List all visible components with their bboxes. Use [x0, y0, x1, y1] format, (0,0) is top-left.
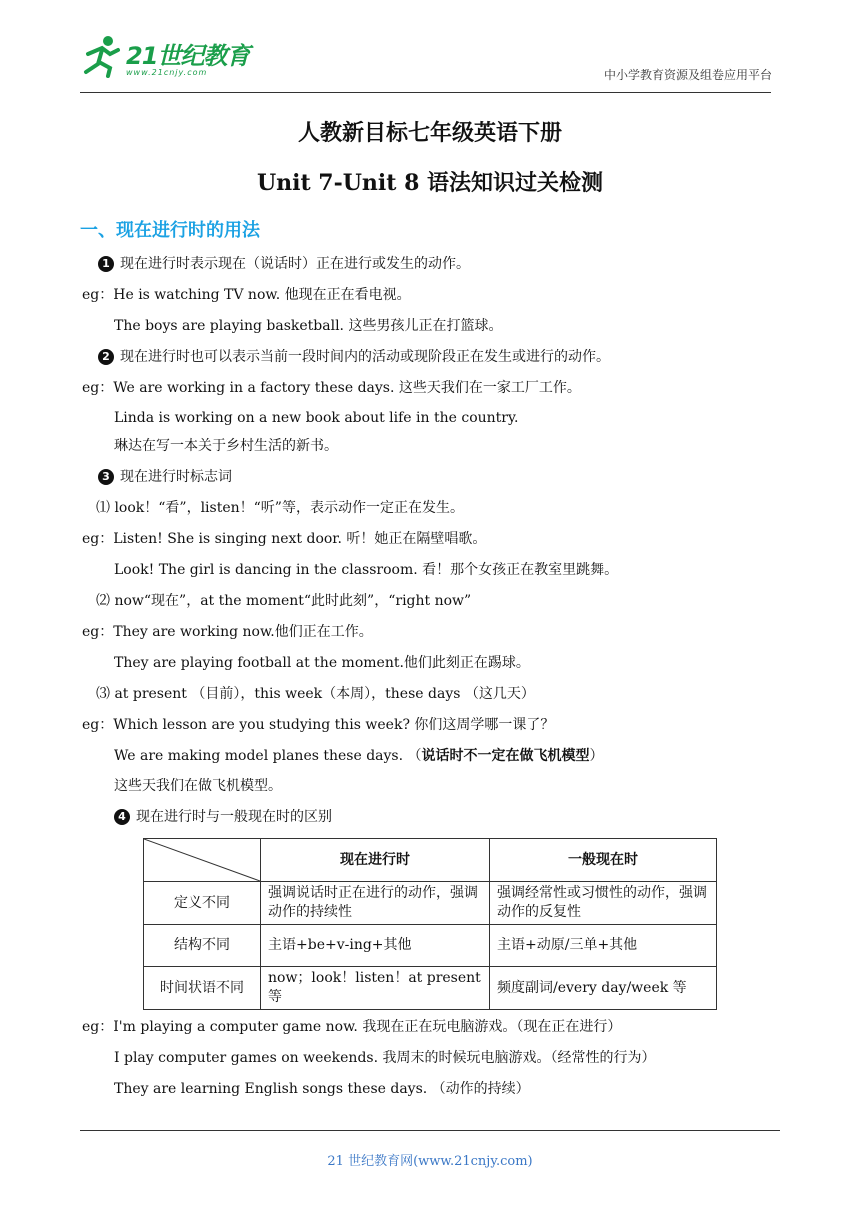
table-cell: 强调说话时正在进行的动作，强调动作的持续性 [261, 882, 490, 925]
table-header-row [144, 839, 717, 882]
table-row [144, 882, 717, 925]
number-badge: 2 [98, 349, 114, 365]
header-divider [80, 92, 771, 93]
footer-divider [80, 1130, 780, 1131]
comparison-table [143, 838, 717, 1010]
diagonal-header-cell [144, 839, 261, 882]
row-label: 结构不同 [144, 925, 261, 967]
example-line: Look! The girl is dancing in the classroom. 看！那个女孩正在教室里跳舞。 [114, 562, 619, 578]
table-cell: 强调经常性或习惯性的动作，强调动作的反复性 [490, 882, 717, 925]
example-line: eg：Listen! She is singing next door. 听！她正在隔壁唱歌。 [82, 531, 487, 547]
row-label: 定义不同 [144, 882, 261, 925]
number-badge: 1 [98, 256, 114, 272]
note-bold: 说话时不一定在做飞机模型 [421, 748, 590, 764]
point-1: 1 现在进行时表示现在（说话时）正在进行或发生的动作。 [98, 254, 470, 274]
table-row [144, 967, 717, 1010]
number-badge: 3 [98, 469, 114, 485]
platform-label: 中小学教育资源及组卷应用平台 [603, 68, 772, 82]
logo [80, 34, 250, 82]
row-label: 时间状语不同 [144, 967, 261, 1010]
example-line: I play computer games on weekends. 我周末的时候玩电脑游戏。（经常性的行为） [114, 1050, 656, 1066]
document-subtitle: Unit 7-Unit 8 语法知识过关检测 [256, 170, 604, 196]
column-header: 现在进行时 [261, 839, 490, 882]
sub-point-1: ⑴ look！“看”，listen！“听”等，表示动作一定正在发生。 [96, 500, 464, 516]
logo-url: www.21cnjy.com [126, 68, 208, 77]
example-line: We are making model planes these days. （说话时不一定在做飞机模型） [114, 748, 604, 764]
example-line: eg：He is watching TV now. 他现在正在看电视。 [82, 287, 411, 303]
page-header [80, 30, 780, 94]
section-heading: 一、现在进行时的用法 [80, 220, 260, 241]
table-cell: 频度副词/every day/week 等 [490, 967, 717, 1010]
example-line: eg：We are working in a factory these days. 这些天我们在一家工厂工作。 [82, 380, 581, 396]
example-line: eg：I'm playing a computer game now. 我现在正在玩电脑游戏。（现在正在进行） [82, 1019, 622, 1035]
document-title: 人教新目标七年级英语下册 [297, 120, 562, 146]
sub-point-2: ⑵ now“现在”，at the moment“此时此刻”，“right now” [96, 593, 472, 609]
example-line: eg：Which lesson are you studying this week? 你们这周学哪一课了？ [82, 717, 555, 733]
number-badge: 4 [114, 809, 130, 825]
table-cell: 主语+动原/三单+其他 [490, 925, 717, 967]
point-4: 4 现在进行时与一般现在时的区别 [114, 807, 332, 827]
table-row [144, 925, 717, 967]
column-header: 一般现在时 [490, 839, 717, 882]
example-line: 这些天我们在做飞机模型。 [114, 778, 282, 794]
point-3: 3 现在进行时标志词 [98, 467, 232, 487]
diagonal-line-icon [144, 839, 260, 881]
example-line: 琳达在写一本关于乡村生活的新书。 [114, 438, 338, 454]
example-line: They are playing football at the moment.他们此刻正在踢球。 [114, 655, 530, 671]
table-cell: 主语+be+v-ing+其他 [261, 925, 490, 967]
example-line: The boys are playing basketball. 这些男孩儿正在打篮球。 [114, 318, 503, 334]
footer-text: 21 世纪教育网(www.21cnjy.com) [327, 1154, 533, 1169]
example-line: eg：They are working now.他们正在工作。 [82, 624, 373, 640]
runner-logo-icon [80, 34, 124, 78]
example-line: Linda is working on a new book about life in the country. [114, 410, 519, 426]
example-line: They are learning English songs these days. （动作的持续） [114, 1081, 530, 1097]
sub-point-3: ⑶ at present （目前），this week（本周），these days （这几天） [96, 686, 535, 702]
logo-text: 21世纪教育 [126, 42, 250, 70]
point-2: 2 现在进行时也可以表示当前一段时间内的活动或现阶段正在发生或进行的动作。 [98, 347, 610, 367]
table-cell: now；look！listen！at present 等 [261, 967, 490, 1010]
